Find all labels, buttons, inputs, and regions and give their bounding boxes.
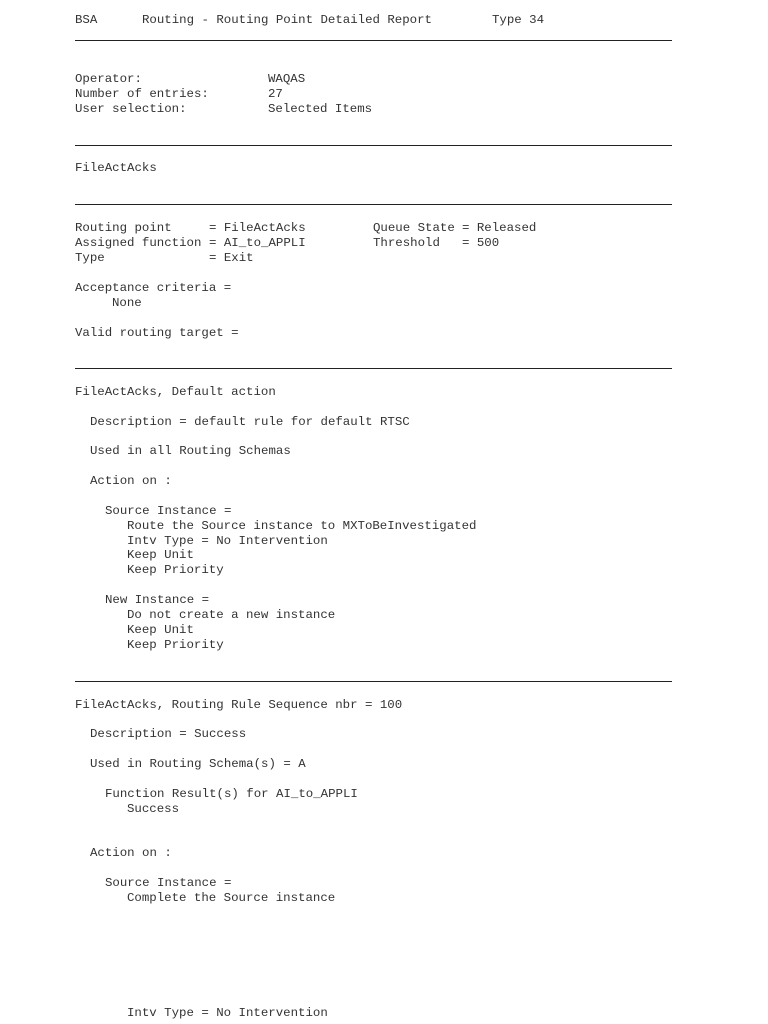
- assigned-function-value: = AI_to_APPLI: [209, 236, 306, 250]
- divider: [75, 204, 672, 205]
- default-source-line: Keep Priority: [127, 563, 224, 577]
- divider: [75, 40, 672, 41]
- acceptance-value: None: [112, 296, 142, 310]
- default-new-label: New Instance =: [105, 593, 210, 607]
- threshold-value: = 500: [462, 236, 500, 250]
- acceptance-label: Acceptance criteria =: [75, 281, 232, 295]
- selection-value: Selected Items: [268, 102, 373, 116]
- type-label: Type: [75, 251, 105, 265]
- entries-label: Number of entries:: [75, 87, 209, 101]
- routing-point-label: Routing point: [75, 221, 172, 235]
- divider: [75, 145, 672, 146]
- rule-source-label: Source Instance =: [105, 876, 232, 890]
- assigned-function-label: Assigned function: [75, 236, 202, 250]
- operator-value: WAQAS: [268, 72, 306, 86]
- rule-description: Description = Success: [90, 727, 247, 741]
- default-source-line: Route the Source instance to MXToBeInvestigated: [127, 519, 477, 533]
- rule-intv-type: Intv Type = No Intervention: [127, 1006, 328, 1020]
- default-new-line: Keep Priority: [127, 638, 224, 652]
- default-action-on: Action on :: [90, 474, 172, 488]
- queue-state-value: = Released: [462, 221, 537, 235]
- default-source-label: Source Instance =: [105, 504, 232, 518]
- default-new-line: Keep Unit: [127, 623, 194, 637]
- section-title: FileActAcks: [75, 161, 157, 175]
- rule-action-on: Action on :: [90, 846, 172, 860]
- default-used-in: Used in all Routing Schemas: [90, 444, 291, 458]
- rule-used-in: Used in Routing Schema(s) = A: [90, 757, 306, 771]
- selection-label: User selection:: [75, 102, 187, 116]
- report-type: Type 34: [492, 13, 545, 27]
- default-source-line: Keep Unit: [127, 548, 194, 562]
- divider: [75, 368, 672, 369]
- default-source-line: Intv Type = No Intervention: [127, 534, 328, 548]
- default-action-title: FileActAcks, Default action: [75, 385, 276, 399]
- function-result-value: Success: [127, 802, 180, 816]
- default-description: Description = default rule for default RTSC: [90, 415, 410, 429]
- report-title: Routing - Routing Point Detailed Report: [142, 13, 432, 27]
- header-left: BSA: [75, 13, 98, 27]
- routing-point-value: = FileActAcks: [209, 221, 306, 235]
- function-result-label: Function Result(s) for AI_to_APPLI: [105, 787, 358, 801]
- entries-value: 27: [268, 87, 283, 101]
- queue-state-label: Queue State: [373, 221, 455, 235]
- operator-label: Operator:: [75, 72, 142, 86]
- valid-target-label: Valid routing target =: [75, 326, 239, 340]
- rule-source-line: Complete the Source instance: [127, 891, 336, 905]
- divider: [75, 681, 672, 682]
- type-value: = Exit: [209, 251, 254, 265]
- default-new-line: Do not create a new instance: [127, 608, 336, 622]
- threshold-label: Threshold: [373, 236, 440, 250]
- rule-title: FileActAcks, Routing Rule Sequence nbr = 100: [75, 698, 403, 712]
